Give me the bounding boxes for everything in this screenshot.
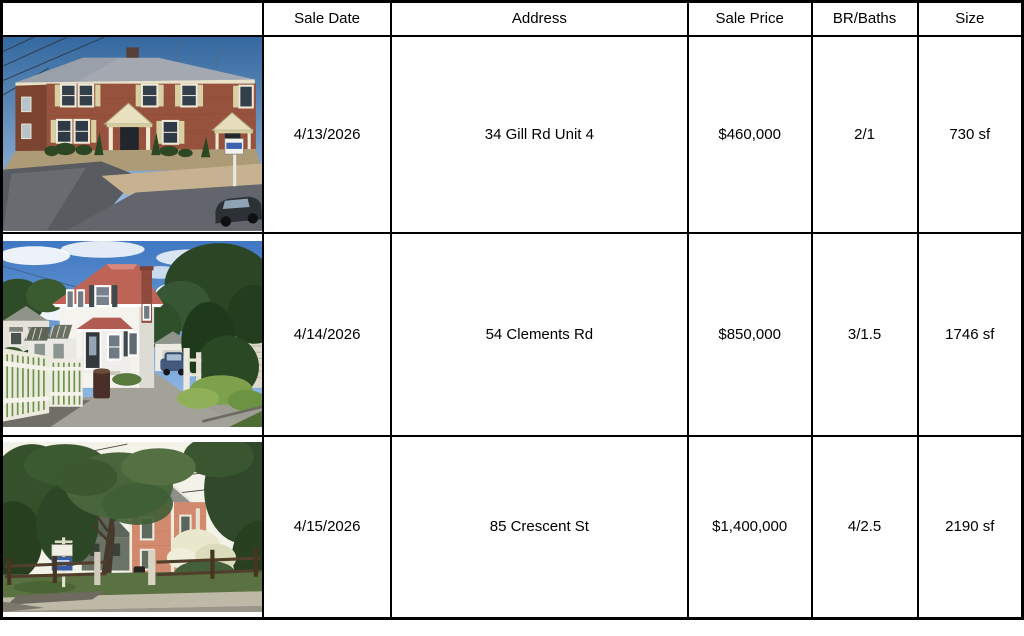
left-wall: [15, 85, 46, 158]
col-header-sale-date: Sale Date: [263, 2, 391, 36]
col-header-photo: [2, 2, 264, 36]
table-row: [2, 436, 1023, 619]
col-header-address: Address: [391, 2, 688, 36]
address-cell: 54 Clements Rd: [391, 233, 688, 436]
property-photo-brick-duplex: [3, 37, 262, 231]
trash-barrel: [93, 368, 110, 398]
size-cell: 730 sf: [918, 36, 1023, 233]
address-cell: 34 Gill Rd Unit 4: [391, 36, 688, 233]
table-row: [2, 233, 1023, 436]
size-cell: 1746 sf: [918, 233, 1023, 436]
size-cell: 2190 sf: [918, 436, 1023, 619]
sale-price-cell: $850,000: [688, 233, 812, 436]
sale-date-cell: 4/15/2026: [263, 436, 391, 619]
table-row: [2, 36, 1023, 233]
sale-date-cell: 4/14/2026: [263, 233, 391, 436]
header-row: [2, 2, 1023, 36]
sale-price-cell: $460,000: [688, 36, 812, 233]
property-photo-treed-house: [3, 442, 262, 612]
col-header-sale-price: Sale Price: [688, 2, 812, 36]
address-cell: 85 Crescent St: [391, 436, 688, 619]
br-baths-cell: 2/1: [812, 36, 918, 233]
property-photo-cell: [2, 233, 264, 436]
col-header-size: Size: [918, 2, 1023, 36]
property-photo-cell: [2, 436, 264, 619]
property-photo-white-house: [3, 241, 262, 428]
col-header-br-baths: BR/Baths: [812, 2, 918, 36]
property-photo-cell: [2, 36, 264, 233]
br-baths-cell: 3/1.5: [812, 233, 918, 436]
br-baths-cell: 4/2.5: [812, 436, 918, 619]
sale-price-cell: $1,400,000: [688, 436, 812, 619]
sale-date-cell: 4/13/2026: [263, 36, 391, 233]
